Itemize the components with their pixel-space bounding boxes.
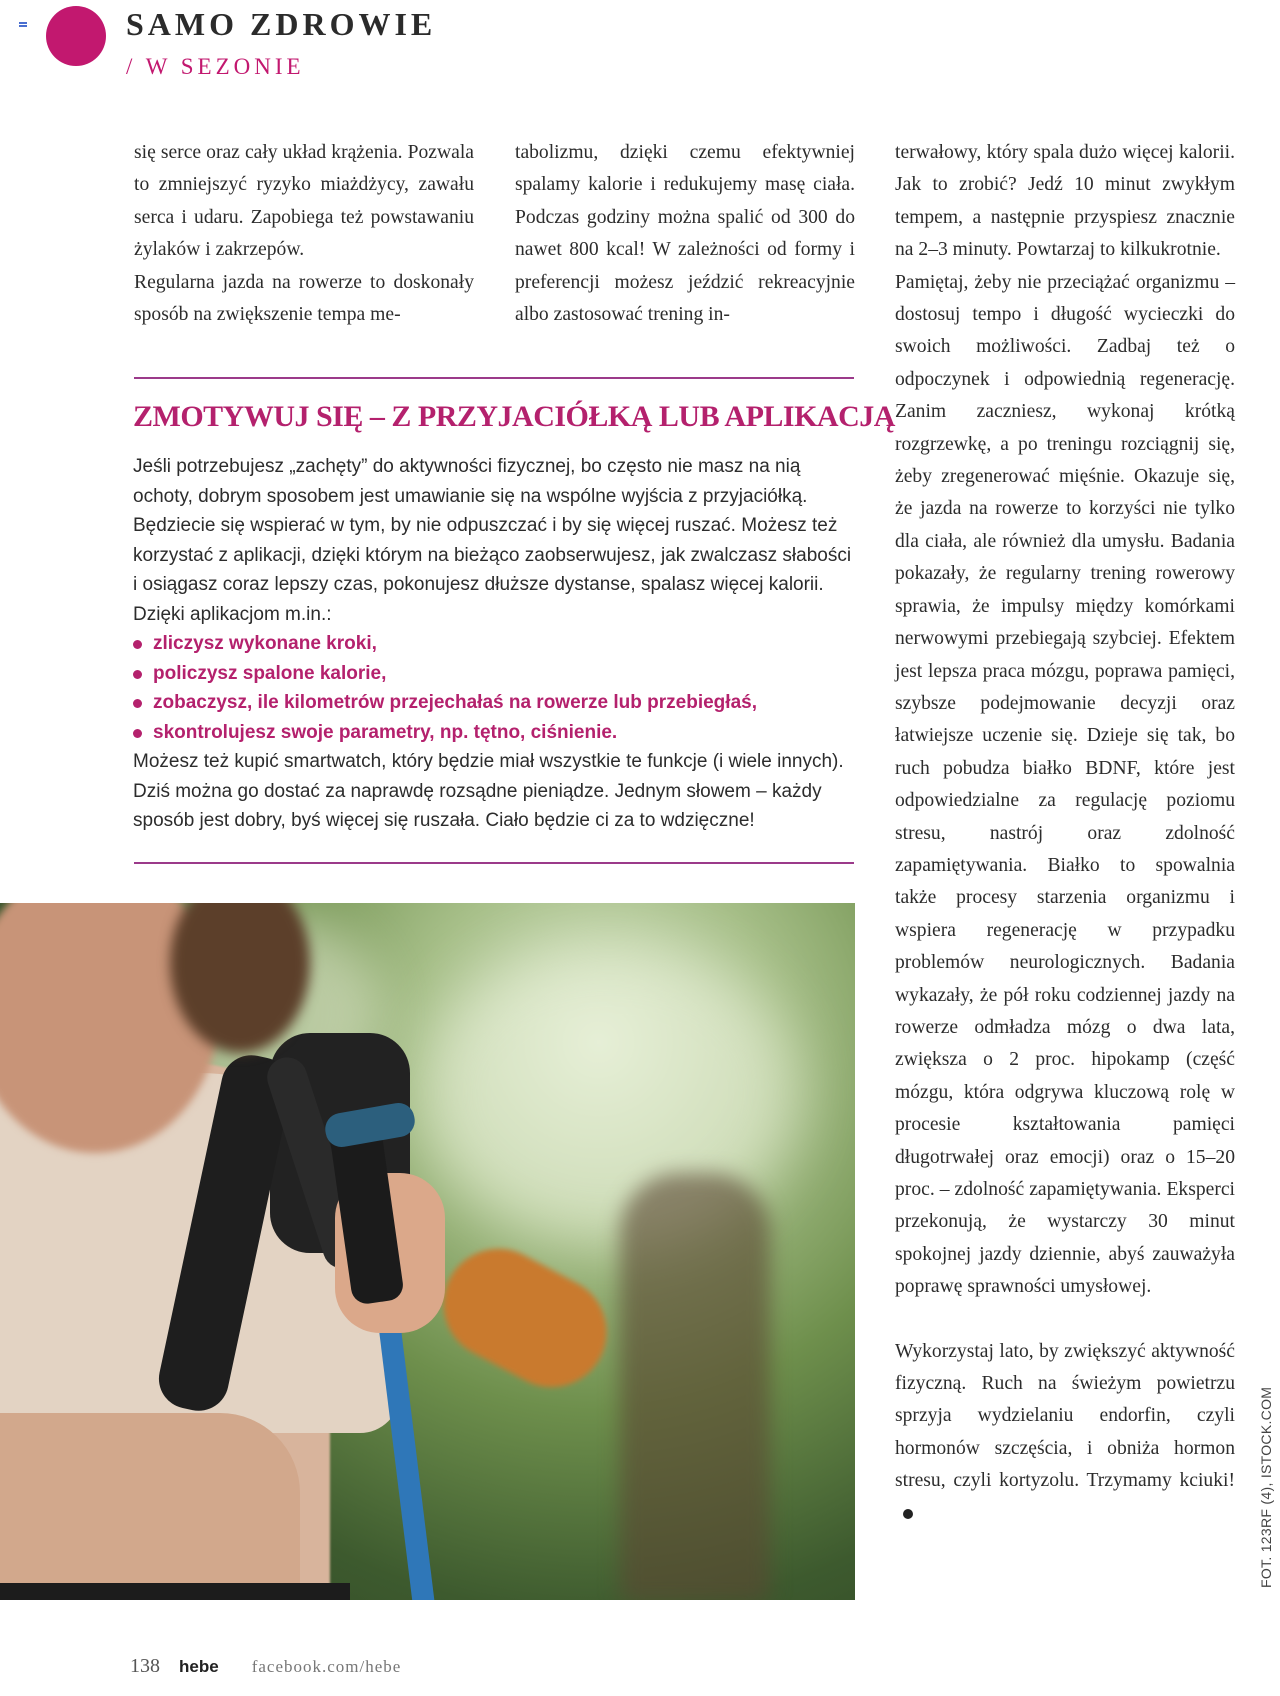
box-outro: Możesz też kupić smartwatch, który będzie miał wszystkie te funkcje (i wiele innych). Dziś można go dostać za naprawdę rozsądne pieniądze. Jednym słowem – każdy sposób jest dobry, byś więcej się ruszała. Ciało będzie ci za to wdzięczne! [133,751,844,831]
page-footer [130,1655,401,1678]
box-intro: Jeśli potrzebujesz „zachęty” do aktywności fizycznej, bo często nie masz na nią ochoty, dobrym sposobem jest umawianie się na wspólne wyjścia z przyjaciółką. Będziecie się wspierać w tym, by nie odpuszczać i by się więcej ruszać. Możesz też korzystać z aplikacji, dzięki którym na bieżąco zaobserwujesz, jak zwalczasz słabości i osiągasz coraz lepszy czas, pokonujesz dłuższe dystanse, spalasz więcej kalorii. Dzięki aplikacjom m.in.: [133,456,852,625]
photo-credit: FOT. 123RF (4), ISTOCK.COM [1258,1386,1274,1588]
end-mark-icon [903,1509,913,1519]
article-column-1 [134,137,474,331]
brand-logo: hebe [179,1657,219,1676]
bullet-icon [133,699,142,708]
section-subtitle: / W SEZONIE [126,54,305,79]
bullet-icon [133,670,142,679]
list-item: zliczysz wykonane kroki, [133,629,858,659]
corner-mark [19,22,27,24]
box-bottom-rule [134,862,854,864]
col3-paragraph-3: Wykorzystaj lato, by zwiększyć aktywność fizyczną. Ruch na świeżym powietrzu sprzyja wydzielaniu endorfin, czyli hormonów szczęścia, i obniża hormon stresu, czyli kortyzolu. Trzymamy kciuki! [895,1336,1235,1530]
col1-paragraph-2: Regularna jazda na rowerze to doskonały sposób na zwiększenie tempa me- [134,271,474,326]
box-heading: ZMOTYWUJ SIĘ – Z PRZYJACIÓŁKĄ LUB APLIKACJĄ [133,400,895,433]
col2-paragraph-1: tabolizmu, dzięki czemu efektywniej spalamy kalorie i redukujemy masę ciała. Podczas godziny można spalić od 300 do nawet 800 kcal! W zależności od formy i preferencji możesz jeździć rekreacyjnie albo zastosować trening in- [515,142,855,326]
bullet-icon [133,640,142,649]
section-dot [46,6,106,66]
facebook-link[interactable]: facebook.com/hebe [251,1657,402,1676]
app-benefits-list [133,629,858,747]
col3-paragraph-2: Pamiętaj, żeby nie przeciążać organizmu – dostosuj tempo i długość wycieczki do swoich możliwości. Zadbaj też o odpoczynek i odpowiednią regenerację. Zanim zaczniesz, wykonaj krótką rozgrzewkę, a po treningu rozciągnij się, żeby zregenerować mięśnie. Okazuje się, że jazda na rowerze to korzyści nie tylko dla ciała, ale również dla umysłu. Badania pokazały, że regularny trening rowerowy sprawia, że impulsy między komórkami nerwowymi przebiegają szybciej. Efektem jest lepsza praca mózgu, poprawa pamięci, szybsze podejmowanie decyzji oraz łatwiejsze uczenie się. Dzieje się tak, bo ruch pobudza białko BDNF, które jest odpowiedzialne za regulację poziomu stresu, nastrój oraz zdolność zapamiętywania. Białko to spowalnia także procesy starzenia organizmu i wspiera regenerację w przypadku problemów neurologicznych. Badania wykazały, że pół roku codziennej jazdy na rowerze odmładza mózg o dwa lata, zwiększa o 2 proc. hipokamp (część mózgu, która odgrywa kluczową rolę w procesie kształtowania pamięci długotrwałej oraz emocji) oraz o 15–20 proc. – zdolność zapamiętywania. Eksperci przekonują, że wystarczy 30 minut spokojnej jazdy dziennie, abyś zauważyła poprawę sprawności umysłowej. [895,271,1235,1298]
article-column-3 [895,137,1235,1530]
list-item: skontrolujesz swoje parametry, np. tętno, ciśnienie. [133,718,858,748]
col1-paragraph-1: się serce oraz cały układ krążenia. Pozwala to zmniejszyć ryzyko miażdżycy, zawału serca i udaru. Zapobiega też powstawaniu żylaków i zakrzepów. [134,142,474,261]
hiking-woman-photo [0,903,855,1600]
box-top-rule [134,377,854,379]
bullet-icon [133,729,142,738]
section-title: SAMO ZDROWIE [126,6,437,42]
page-number: 138 [130,1655,160,1677]
motivation-box [133,452,858,836]
article-column-2 [515,137,855,331]
list-item: policzysz spalone kalorie, [133,659,858,689]
col3-paragraph-1: terwałowy, który spala dużo więcej kalorii. Jak to zrobić? Jedź 10 minut zwykłym tempem, a następnie przyspiesz znacznie na 2–3 minuty. Powtarzaj to kilkukrotnie. [895,142,1235,261]
list-item: zobaczysz, ile kilometrów przejechałaś na rowerze lub przebiegłaś, [133,688,858,718]
